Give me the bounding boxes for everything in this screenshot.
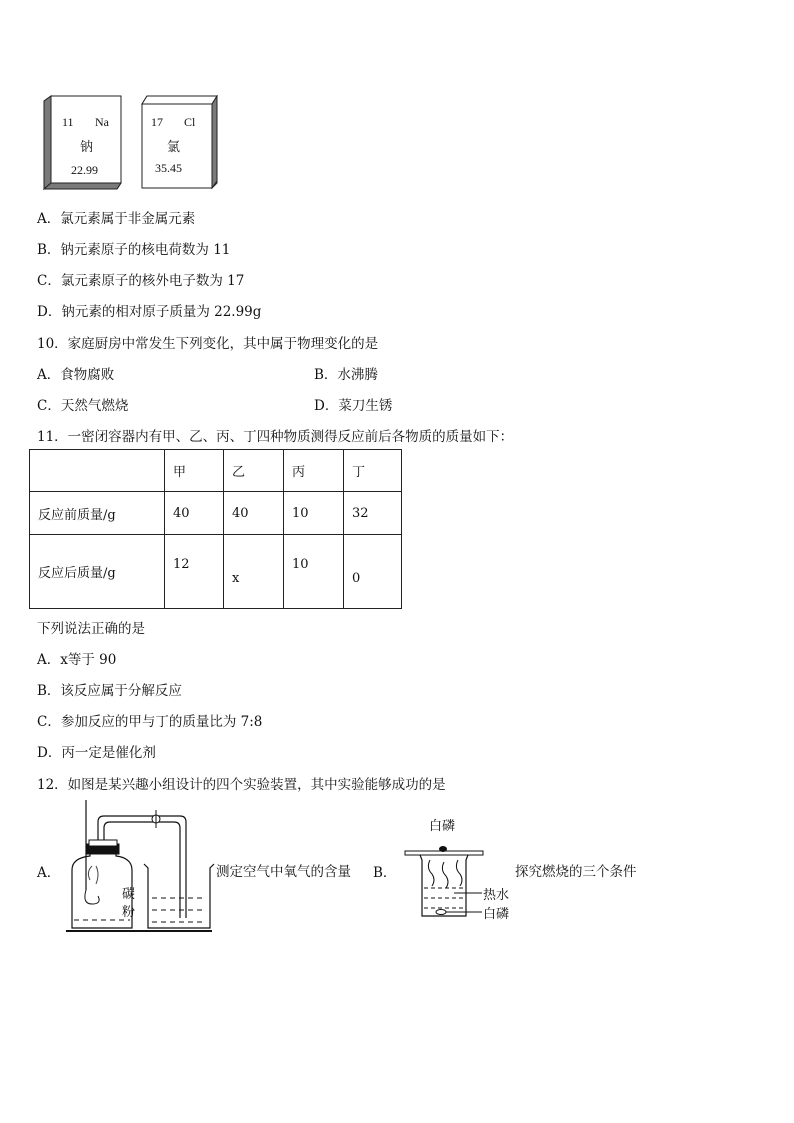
table-cell-value: 0 xyxy=(352,571,361,586)
q10-option-c: C．天然气燃烧 xyxy=(37,398,129,414)
sodium-element-card xyxy=(40,95,122,190)
atomic-mass: 22.99 xyxy=(71,163,98,177)
q9-option-d: D．钠元素的相对原子质量为 22.99g xyxy=(37,304,262,320)
element-symbol: Cl xyxy=(184,115,196,129)
carbon-label: 碳 xyxy=(122,887,136,902)
white-phosphorus-top-label: 白磷 xyxy=(429,819,456,834)
atomic-number: 11 xyxy=(62,115,74,129)
table-cell: 40 xyxy=(165,492,224,535)
q12-option-a-label: A． xyxy=(37,865,61,881)
atomic-number: 17 xyxy=(151,115,163,129)
carbon-label: 粉 xyxy=(122,905,136,920)
q10-option-d: D．菜刀生锈 xyxy=(314,398,393,414)
table-header-cell: 丙 xyxy=(284,450,344,492)
table-header-row xyxy=(30,450,402,492)
apparatus-a-diagram xyxy=(60,800,220,940)
table-cell: 反应后质量/g xyxy=(30,535,165,609)
table-cell: 40 xyxy=(224,492,284,535)
table-header-cell: 丁 xyxy=(344,450,402,492)
q10-option-a: A．食物腐败 xyxy=(37,367,115,383)
chlorine-element-card xyxy=(140,95,220,190)
q9-option-b: B．钠元素原子的核电荷数为 11 xyxy=(37,242,231,258)
table-header-cell: 乙 xyxy=(224,450,284,492)
element-name: 氯 xyxy=(167,140,181,155)
q11-option-c: C．参加反应的甲与丁的质量比为 7:8 xyxy=(37,714,263,730)
element-name: 钠 xyxy=(80,140,94,155)
table-cell-value: x xyxy=(232,571,240,586)
white-phosphorus-bottom-label: 白磷 xyxy=(483,907,510,922)
q9-option-c: C．氯元素原子的核外电子数为 17 xyxy=(37,273,245,289)
q10-stem: 10．家庭厨房中常发生下列变化，其中属于物理变化的是 xyxy=(37,336,379,352)
table-cell xyxy=(224,535,284,609)
table-header-cell xyxy=(30,450,165,492)
q11-prompt: 下列说法正确的是 xyxy=(37,621,145,637)
hot-water-label: 热水 xyxy=(483,888,510,903)
table-row xyxy=(30,492,402,535)
q12-option-b-caption: 探究燃烧的三个条件 xyxy=(515,864,637,880)
q11-option-b: B．该反应属于分解反应 xyxy=(37,683,182,699)
table-cell-value: 12 xyxy=(173,557,190,572)
table-cell-value: 10 xyxy=(292,557,309,572)
q11-option-d: D．丙一定是催化剂 xyxy=(37,745,156,761)
q10-option-b: B．水沸腾 xyxy=(314,367,378,383)
table-cell xyxy=(284,535,344,609)
q12-stem: 12．如图是某兴趣小组设计的四个实验装置，其中实验能够成功的是 xyxy=(37,777,446,793)
atomic-mass: 35.45 xyxy=(155,161,182,175)
table-cell xyxy=(165,535,224,609)
q11-stem: 11．一密闭容器内有甲、乙、丙、丁四种物质测得反应前后各物质的质量如下： xyxy=(37,429,514,445)
table-cell: 反应前质量/g xyxy=(30,492,165,535)
mass-table xyxy=(29,449,402,609)
element-symbol: Na xyxy=(95,115,109,129)
apparatus-b-diagram xyxy=(404,840,494,925)
table-cell xyxy=(344,535,402,609)
table-cell: 10 xyxy=(284,492,344,535)
q12-option-a-caption: 测定空气中氧气的含量 xyxy=(216,864,351,880)
q9-option-a: A．氯元素属于非金属元素 xyxy=(37,211,196,227)
table-row xyxy=(30,535,402,609)
table-header-cell: 甲 xyxy=(165,450,224,492)
q11-option-a: A．x等于 90 xyxy=(37,652,117,668)
table-cell: 32 xyxy=(344,492,402,535)
q12-option-b-label: B． xyxy=(373,865,397,881)
